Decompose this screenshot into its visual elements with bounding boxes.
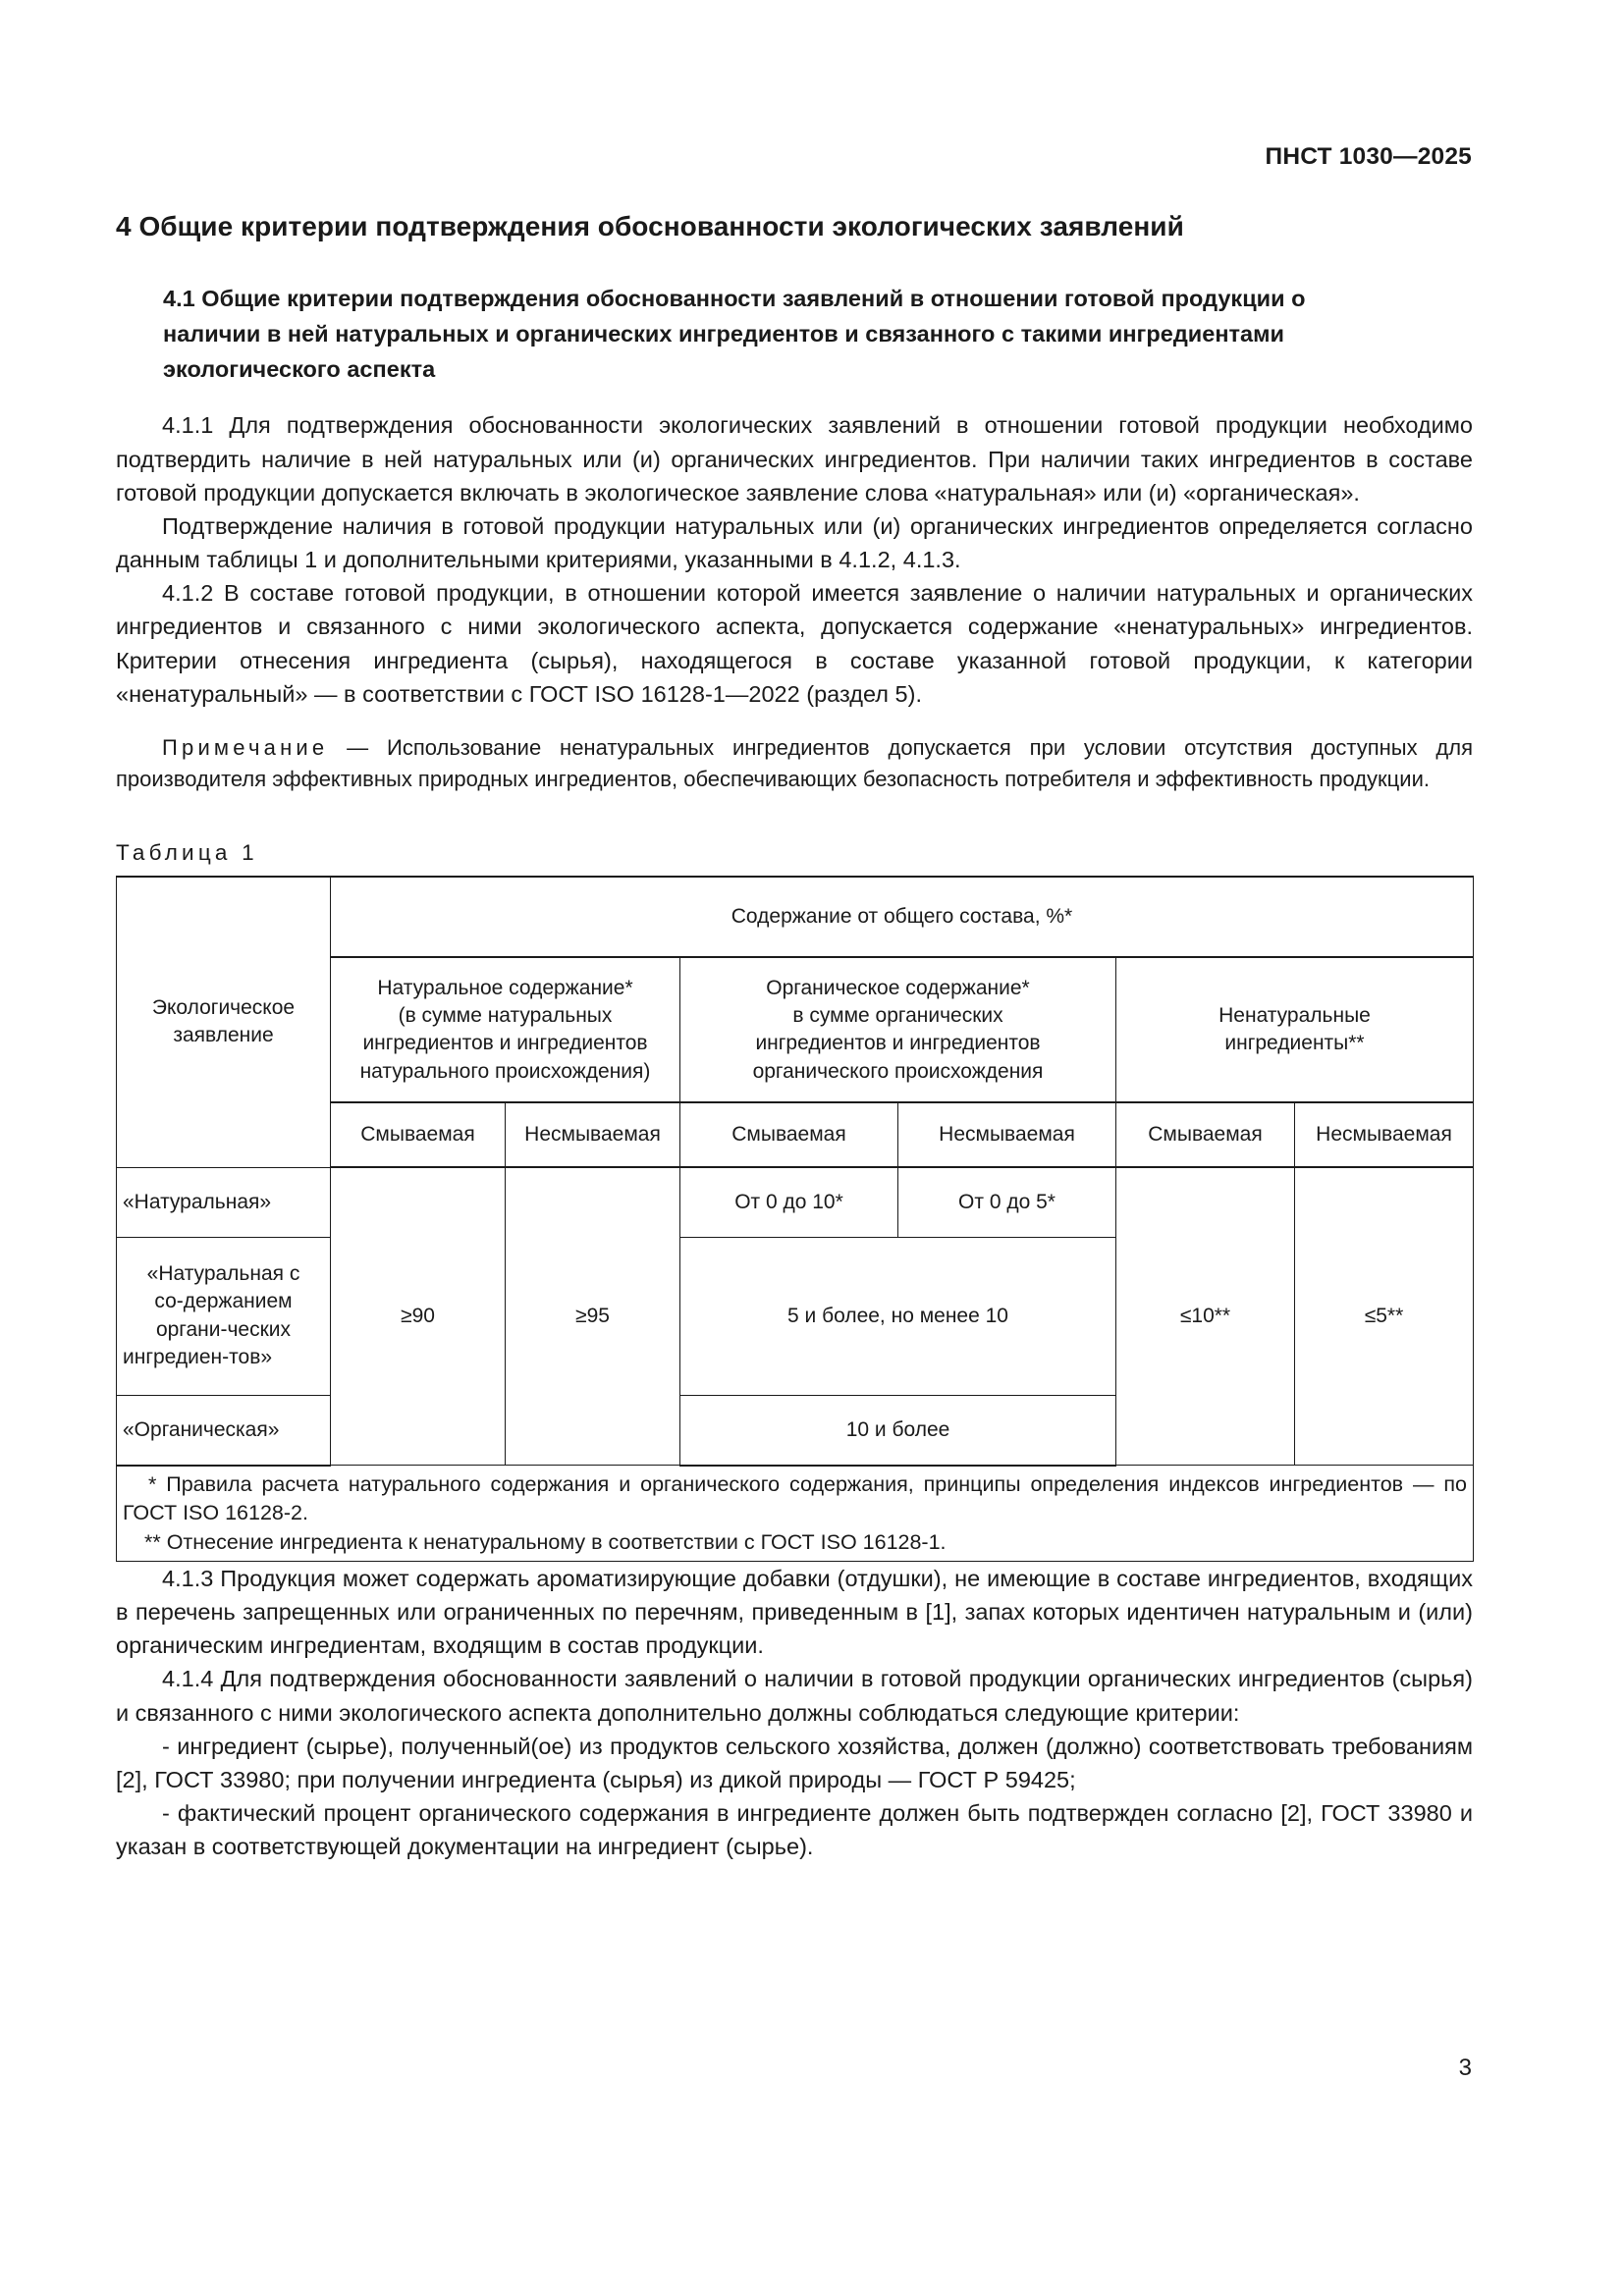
header-cell-natural-nonwashable: Несмываемая (506, 1102, 680, 1167)
paragraph-4-1-4-item-1: - ингредиент (сырье), полученный(ое) из продуктов сельского хозяйства, должен (должно) соответствовать требованиям [2], ГОСТ 33980; при получении ингредиента (сырья) из дикой природы — ГОСТ Р 59425; (116, 1733, 1473, 1792)
organic-line-1: Органическое содержание* (766, 976, 1030, 999)
running-header-standard-id: ПНСТ 1030—2025 (1265, 143, 1472, 170)
organic-line-3: ингредиентов и ингредиентов (755, 1032, 1041, 1055)
header-cell-natural-washable: Смываемая (331, 1102, 506, 1167)
header-cell-organic-washable: Смываемая (680, 1102, 898, 1167)
cell-claim-naturalnaya: «Натуральная» (117, 1167, 331, 1237)
header-cell-total-content: Содержание от общего состава, %* (331, 877, 1474, 957)
cell-natural-washable-value: ≥90 (331, 1167, 506, 1466)
nonnatural-line-1: Ненатуральные (1218, 1003, 1371, 1027)
note-text: — Использование ненатуральных ингредиентов допускается при условии отсутствия доступных для производителя эффективных природных ингредиентов, обеспечивающих безопасность потребителя и эффективность продукции. (116, 735, 1473, 792)
paragraph-4-1-1-b: Подтверждение наличия в готовой продукции натуральных или (и) органических ингредиентов определяется согласно данным таблицы 1 и дополнительными критериями, указанными в 4.1.2, 4.1.3. (116, 512, 1473, 573)
cell-organic-washable-naturalnaya: От 0 до 10* (680, 1167, 898, 1237)
table-footnote-1: * Правила расчета натурального содержания и органического содержания, принципы определения индексов ингредиентов — по ГОСТ ISO 16128-2. (123, 1471, 1467, 1524)
header-cell-organic-content (680, 957, 1116, 1102)
header-cell-nonnatural-ingredients (1116, 957, 1474, 1102)
table-footnotes-row (117, 1466, 1474, 1562)
paragraph-4-1-4-item-2: - фактический процент органического содержания в ингредиенте должен быть подтвержден согласно [2], ГОСТ 33980 и указан в соответствующей документации на ингредиент (сырье). (116, 1800, 1473, 1860)
header-cell-nonnatural-washable: Смываемая (1116, 1102, 1295, 1167)
header-cell-nonnatural-nonwashable: Несмываемая (1295, 1102, 1474, 1167)
natural-line-4: натурального происхождения) (359, 1059, 651, 1083)
table-caption: Таблица 1 (116, 840, 258, 866)
page-content (116, 206, 1473, 1863)
nonnatural-line-2: ингредиенты** (1224, 1032, 1365, 1055)
table-row-naturalnaya (117, 1167, 1474, 1237)
cell-organic-merged-5-to-10: 5 и более, но менее 10 (680, 1237, 1116, 1395)
cell-nonnatural-nonwashable-value: ≤5** (1295, 1167, 1474, 1466)
organic-line-4: органического происхождения (752, 1059, 1044, 1083)
paragraph-4-1-3: 4.1.3 Продукция может содержать ароматизирующие добавки (отдушки), не имеющие в составе ингредиентов, входящих в перечень запрещенных или ограниченных по перечням, приведенным в [1], запах которых идентичен натуральным и (или) органическим ингредиентам, входящим в состав продукции. (116, 1565, 1473, 1659)
header-cell-organic-nonwashable: Несмываемая (898, 1102, 1116, 1167)
table-1 (116, 876, 1474, 1562)
paragraph-4-1-1: 4.1.1 Для подтверждения обоснованности экологических заявлений в отношении готовой продукции необходимо подтвердить наличие в ней натуральных или (и) органических ингредиентов. При наличии таких ингредиентов в составе готовой продукции допускается включать в экологическое заявление слова «натуральная» или (и) «органическая». (116, 412, 1473, 506)
cell-organic-merged-10-plus: 10 и более (680, 1395, 1116, 1466)
natural-line-3: ингредиентов и ингредиентов (362, 1032, 648, 1055)
header-cell-eco-claim: Экологическое заявление (117, 877, 331, 1167)
header-cell-natural-content (331, 957, 680, 1102)
section-heading-4: 4 Общие критерии подтверждения обоснованности экологических заявлений (116, 211, 1184, 241)
table-footnotes-cell (117, 1466, 1474, 1562)
natural-line-1: Натуральное содержание* (377, 976, 633, 999)
cell-organic-nonwashable-naturalnaya: От 0 до 5* (898, 1167, 1116, 1237)
paragraph-4-1-4: 4.1.4 Для подтверждения обоснованности заявлений о наличии в готовой продукции органических ингредиентов (сырья) и связанного с ними экологического аспекта дополнительно должны соблюдаться следующие критерии: (116, 1666, 1473, 1726)
cell-nonnatural-washable-value: ≤10** (1116, 1167, 1295, 1466)
paragraph-4-1-2: 4.1.2 В составе готовой продукции, в отношении которой имеется заявление о наличии натуральных и органических ингредиентов и связанного с ними экологического аспекта, допускается содержание «ненатуральных» ингредиентов. Критерии отнесения ингредиента (сырья), находящегося в составе указанной готовой продукции, к категории «ненатуральный» — в соответствии с ГОСТ ISO 16128-1—2022 (раздел 5). (116, 580, 1473, 707)
table-header-row-1 (117, 877, 1474, 957)
natural-line-2: (в сумме натуральных (398, 1003, 613, 1027)
cell-claim-naturalnaya-with-organic: «Натуральная с со‑держанием органи‑ческих ингредиен‑тов» (117, 1237, 331, 1395)
organic-line-2: в сумме органических (792, 1003, 1003, 1027)
subsection-heading-4-1: 4.1 Общие критерии подтверждения обоснованности заявлений в отношении готовой продукции о наличии в ней натуральных и органических ингредиентов и связанного с такими ингредиентами экологического аспекта (163, 286, 1306, 382)
table-footnote-2: ** Отнесение ингредиента к ненатуральному в соответствии с ГОСТ ISO 16128-1. (144, 1529, 947, 1554)
note-block (116, 732, 1473, 795)
cell-natural-nonwashable-value: ≥95 (506, 1167, 680, 1466)
cell-claim-organicheskaya: «Органическая» (117, 1395, 331, 1466)
page-number: 3 (1458, 2055, 1472, 2081)
note-label: Примечание (162, 735, 329, 760)
